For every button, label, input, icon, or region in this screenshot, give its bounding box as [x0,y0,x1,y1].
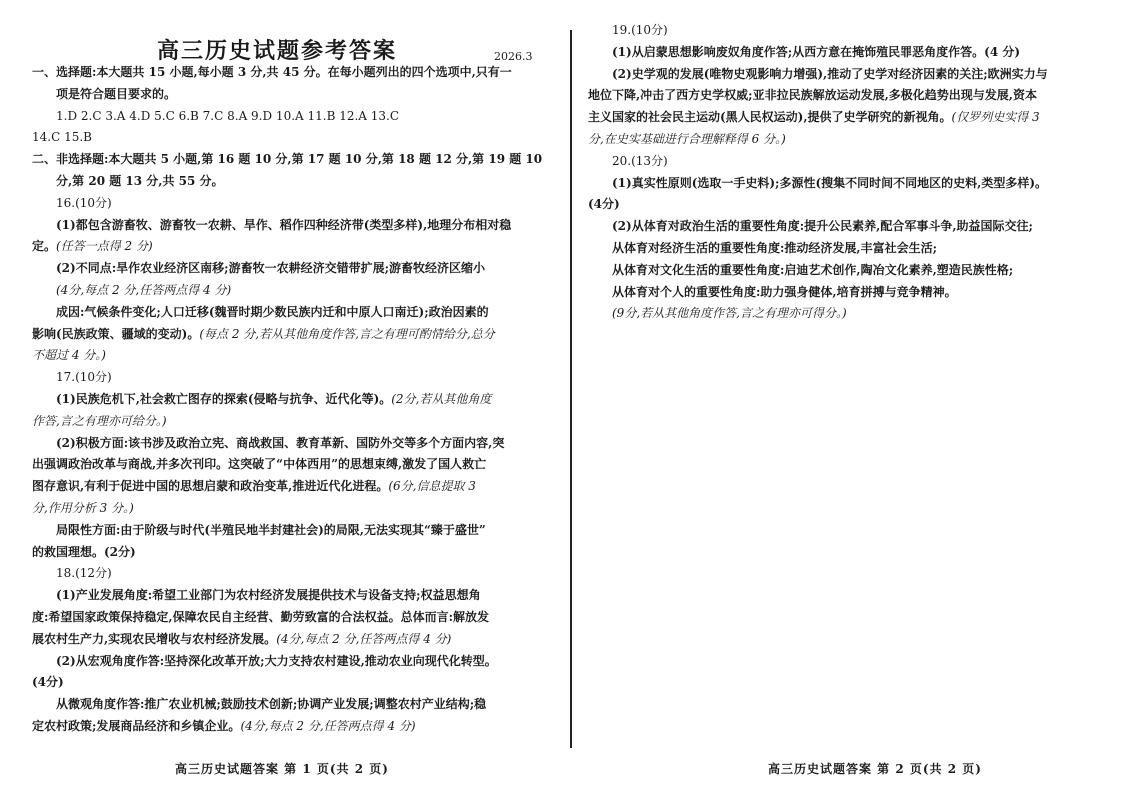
mc-answers: 1.D 2.C 3.A 4.D 5.C 6.B 7.C 8.A 9.D 10.A 11.B 12.A 13.C [56,108,400,123]
q20-line: (2)从体育对政治生活的重要性角度:提升公民素养,配合军事斗争,助益国际交往; [612,219,1033,234]
mc-answers-cont: 14.C 15.B [32,130,92,145]
q17-scoring-note: 分,作用分析 3 分。) [32,500,134,515]
q17-line [32,389,554,411]
q20-line: 从体育对文化生活的重要性角度:启迪艺术创作,陶冶文化素养,塑造民族性格; [612,262,1014,277]
q17-line: 出强调政治改革与商战,并多次刊印。这突破了“中体西用”的思想束缚,激发了国人救亡 [32,457,487,472]
q17-scoring-note: (6分,信息提取 3 [388,479,476,494]
mc-section-heading: 一、选择题:本大题共 15 小题,每小题 3 分,共 45 分。在每小题列出的四个选项中,只有一 [32,65,512,79]
page-footer-2: 高三历史试题答案 第 2 页(共 2 页) [768,762,982,776]
q19-scoring-note: (仅罗列史实得 3 [951,110,1040,125]
q16-scoring-note: (4分,每点 2 分,任答两点得 4 分) [56,282,232,297]
q19-scoring-note: 分,在史实基础进行合理解释得 6 分。) [588,131,786,146]
q16-line [32,236,554,258]
q17-scoring-note: (2分,若从其他角度 [391,391,492,406]
q20-line: 从体育对经济生活的重要性角度:推动经济发展,丰富社会生活; [612,240,938,255]
q18-line: (2)从宏观角度作答:坚持深化改革开放;大力支持农村建设,推动农业向现代化转型。 [56,653,497,668]
right-page [588,0,1096,325]
left-page [32,0,554,738]
q18-scoring-note: (4分,每点 2 分,任答两点得 4 分) [240,718,416,733]
q16-scoring-note: (任答一点得 2 分) [56,239,153,254]
q19-line: 地位下降,冲击了西方史学权威;亚非拉民族解放运动发展,多极化趋势出现与发展,资本 [588,88,1037,103]
page-divider [570,30,572,748]
q19-line: (2)史学观的发展(唯物史观影响力增强),推动了史学对经济因素的关注;欧洲实力与 [612,66,1048,81]
q18-text: 展农村生产力,实现农民增收与农村经济发展。 [32,631,277,646]
header [32,0,554,62]
document-title: 高三历史试题参考答案 [157,38,398,64]
q16-line: 成因:气候条件变化;人口迁移(魏晋时期少数民族内迁和中原人口南迁);政治因素的 [56,304,489,319]
q16-text: 定。 [32,239,57,254]
nonmc-section-heading: 二、非选择题:本大题共 5 小题,第 16 题 10 分,第 17 题 10 分,第 18 题 12 分,第 19 题 10 [32,152,543,167]
q16-line: (1)都包含游畜牧、游畜牧一农耕、旱作、稻作四种经济带(类型多样),地理分布相对稳 [56,217,512,232]
q17-text: 图存意识,有利于促进中国的思想启蒙和政治变革,推进近代化进程。 [32,479,389,494]
mc-section-heading-cont: 项是符合题目要求的。 [56,86,177,101]
q17-text: (1)民族危机下,社会救亡图存的探索(侵略与抗争、近代化等)。 [56,391,392,406]
q20-line: (4分) [588,197,620,212]
page-footer-1: 高三历史试题答案 第 1 页(共 2 页) [175,762,389,776]
q20-line: 从体育对个人的重要性角度:助力强身健体,培育拼搏与竞争精神。 [612,284,957,299]
q20-scoring-note: (9分,若从其他角度作答,言之有理亦可得分。) [612,306,847,321]
q17-line: 局限性方面:由于阶级与时代(半殖民地半封建社会)的局限,无法实现其“臻于盛世” [56,522,486,537]
q19-line: (1)从启蒙思想影响废奴角度作答;从西方意在掩饰殖民罪恶角度作答。(4 分) [612,44,1021,59]
q18-line: 度:希望国家政策保持稳定,保障农民自主经营、勤劳致富的合法权益。总体而言:解放发 [32,609,490,624]
q16-scoring-note: (每点 2 分,若从其他角度作答,言之有理可酌情给分,总分 [199,326,495,341]
nonmc-section-heading-cont: 分,第 20 题 13 分,共 55 分。 [56,173,224,188]
q18-scoring-note: (4分,每点 2 分,任答两点得 4 分) [276,631,452,646]
q18-title: 18.(12分) [56,566,112,581]
q19-line [588,107,1096,129]
q17-line: 的救国理想。(2分) [32,544,136,559]
q18-text: 定农村政策;发展商品经济和乡镇企业。 [32,718,241,733]
q17-line: (2)积极方面:该书涉及政治立宪、商战救国、教育革新、国防外交等多个方面内容,突 [56,435,505,450]
q16-scoring-note: 不超过 4 分。) [32,348,106,363]
q16-line: (2)不同点:旱作农业经济区南移;游畜牧一农耕经济交错带扩展;游畜牧经济区缩小 [56,261,485,276]
exam-date: 2026.3 [494,50,533,63]
q18-line: (4分) [32,675,64,690]
q17-scoring-note: 作答,言之有理亦可给分。) [32,413,167,428]
q18-line: 从微观角度作答:推广农业机械;鼓励技术创新;协调产业发展;调整农村产业结构;稳 [56,697,487,712]
q20-title: 20.(13分) [612,153,668,168]
q18-line [32,629,554,651]
q16-text: 影响(民族政策、疆域的变动)。 [32,326,200,341]
q19-text: 主义国家的社会民主运动(黑人民权运动),提供了史学研究的新视角。 [588,110,952,125]
q18-line: (1)产业发展角度:希望工业部门为农村经济发展提供技术与设备支持;权益思想角 [56,588,481,603]
q20-line: (1)真实性原则(选取一手史料);多源性(搜集不同时间不同地区的史料,类型多样)。 [612,175,1048,190]
q19-title: 19.(10分) [612,23,668,37]
q16-title: 16.(10分) [56,195,112,210]
q16-line [32,324,554,346]
q18-line [32,716,554,738]
q17-line [32,476,554,498]
q17-title: 17.(10分) [56,370,112,385]
